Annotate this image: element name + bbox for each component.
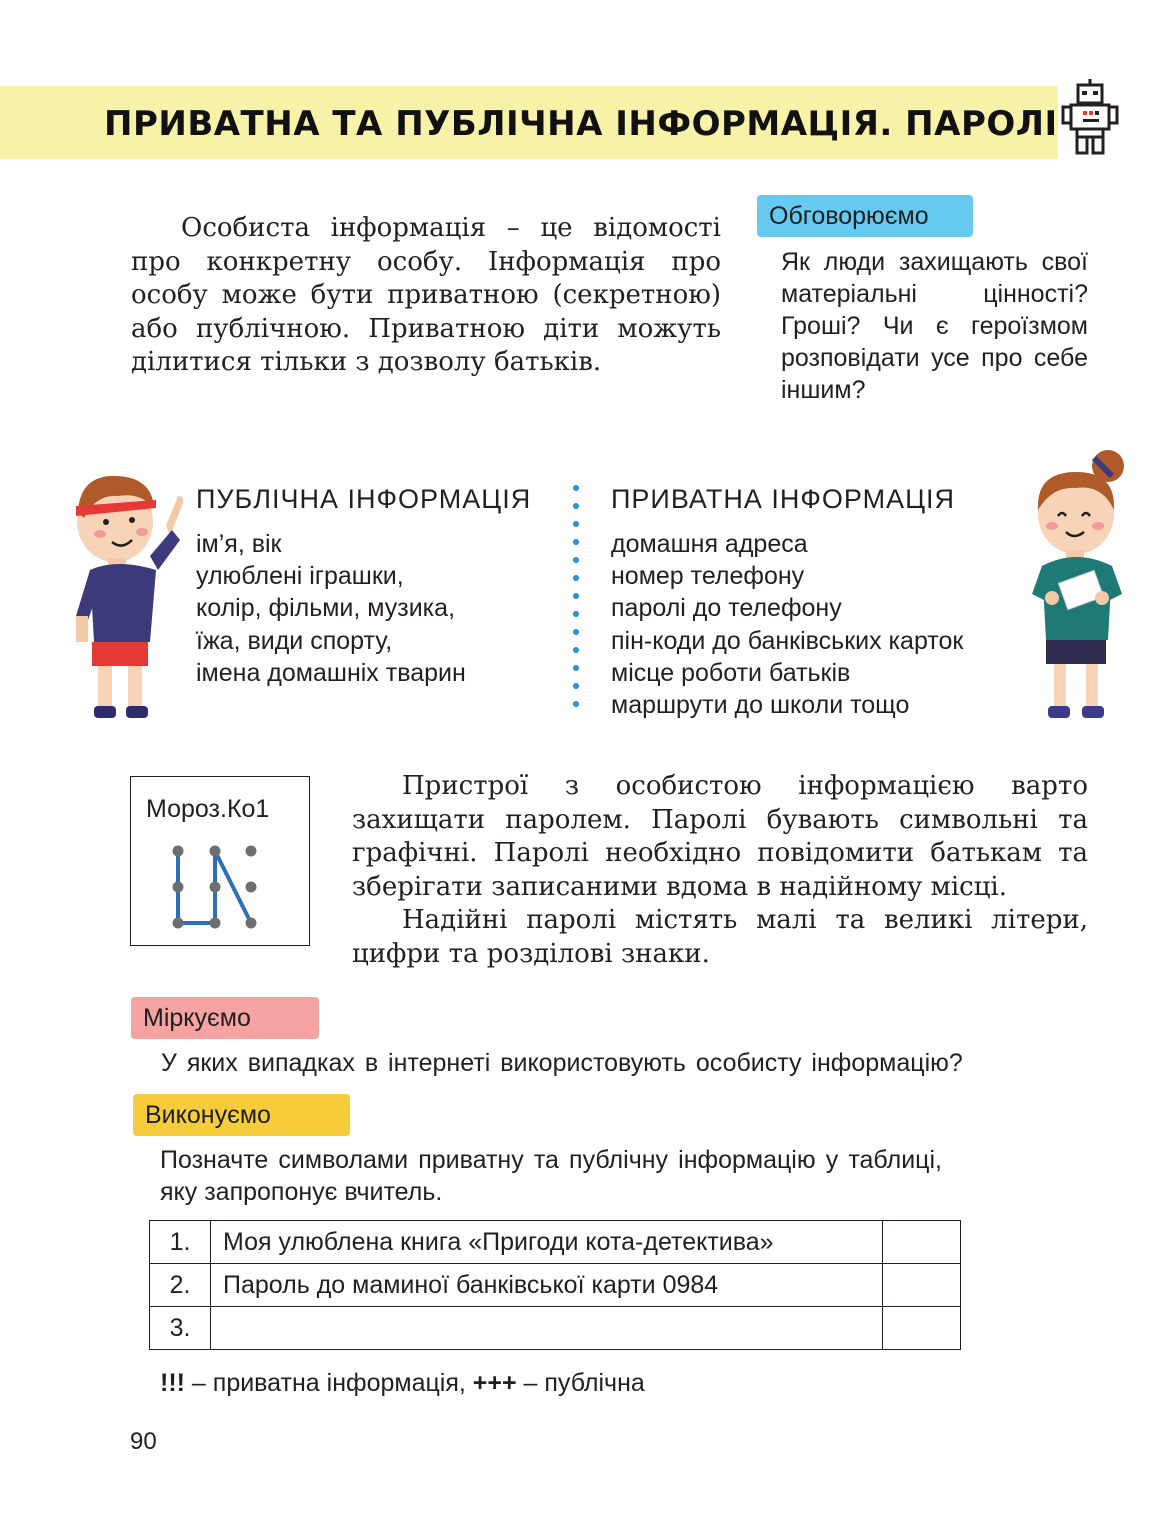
boy-illustration (70, 466, 185, 720)
think-question: У яких випадках в інтернеті використовують особисту інформацію? (161, 1049, 963, 1077)
passwords-text (352, 770, 1088, 971)
row-text: Моя улюблена книга «Пригоди кота-детектива» (211, 1221, 883, 1264)
think-label: Міркуємо (131, 997, 319, 1039)
list-item: паролі до телефону (611, 594, 842, 623)
list-item: ім’я, вік (196, 530, 282, 558)
classification-table (149, 1220, 961, 1350)
symbol-legend (160, 1366, 645, 1400)
table-row (150, 1307, 961, 1350)
public-info-title: ПУБЛІЧНА ІНФОРМАЦІЯ (196, 484, 532, 514)
private-symbol: !!! (160, 1369, 185, 1397)
list-item: номер телефону (611, 562, 805, 591)
strong-passwords-paragraph: Надійні паролі містять малі та великі літери, цифри та розділові знаки. (352, 905, 1088, 969)
passwords-paragraph: Пристрої з особистою інформацією варто захищати паролем. Паролі бувають символьні та графічні. Паролі необхідно повідомити батькам та зберігати записаними вдома в надійному місці. (352, 771, 1088, 902)
public-legend-text: – публічна (516, 1369, 645, 1397)
text-password-example: Мороз.Ко1 (146, 795, 270, 823)
page-title: ПРИВАТНА ТА ПУБЛІЧНА ІНФОРМАЦІЯ. ПАРОЛІ (104, 104, 1058, 144)
table-row (150, 1221, 961, 1264)
row-number: 3. (150, 1307, 211, 1350)
task-text: Позначте символами приватну та публічну інформацію у таблиці, яку запропонує вчитель. (160, 1146, 942, 1206)
private-info-title: ПРИВАТНА ІНФОРМАЦІЯ (611, 484, 956, 514)
public-info-list (196, 528, 466, 689)
private-info-list (611, 528, 963, 721)
row-text (211, 1307, 883, 1350)
list-item: місце роботи батьків (611, 658, 851, 687)
list-item: колір, фільми, музика, (196, 594, 456, 623)
mark-cell[interactable] (883, 1264, 961, 1307)
graphic-password-pattern (160, 836, 270, 941)
row-number: 2. (150, 1264, 211, 1307)
list-item: улюблені іграшки, (196, 562, 404, 591)
intro-paragraph: Особиста інформація – це відомості про конкретну особу. Інформація про особу може бути приватною (секретною) або публічною. Приватною діти можуть ділитися тільки з дозволу батьків. (131, 213, 721, 377)
mark-cell[interactable] (883, 1307, 961, 1350)
robot-icon (1061, 77, 1119, 155)
list-item: імена домашніх тварин (196, 658, 466, 687)
do-label: Виконуємо (133, 1094, 350, 1136)
dotted-divider (572, 484, 580, 720)
private-legend-text: – приватна інформація, (184, 1369, 473, 1397)
girl-illustration (1028, 444, 1126, 720)
row-number: 1. (150, 1221, 211, 1264)
list-item: пін-коди до банківських карток (611, 626, 964, 655)
public-symbol: +++ (472, 1369, 517, 1397)
list-item: їжа, види спорту, (196, 626, 393, 655)
discuss-question: Як люди захищають свої матеріальні цінності? Гроші? Чи є героїзмом розповідати усе про себе іншим? (781, 248, 1088, 404)
page-number: 90 (130, 1428, 157, 1455)
discuss-label: Обговорюємо (757, 195, 973, 237)
list-item: домашня адреса (611, 530, 808, 558)
row-text: Пароль до маминої банківської карти 0984 (211, 1264, 883, 1307)
list-item: маршрути до школи тощо (611, 690, 910, 719)
table-row (150, 1264, 961, 1307)
mark-cell[interactable] (883, 1221, 961, 1264)
